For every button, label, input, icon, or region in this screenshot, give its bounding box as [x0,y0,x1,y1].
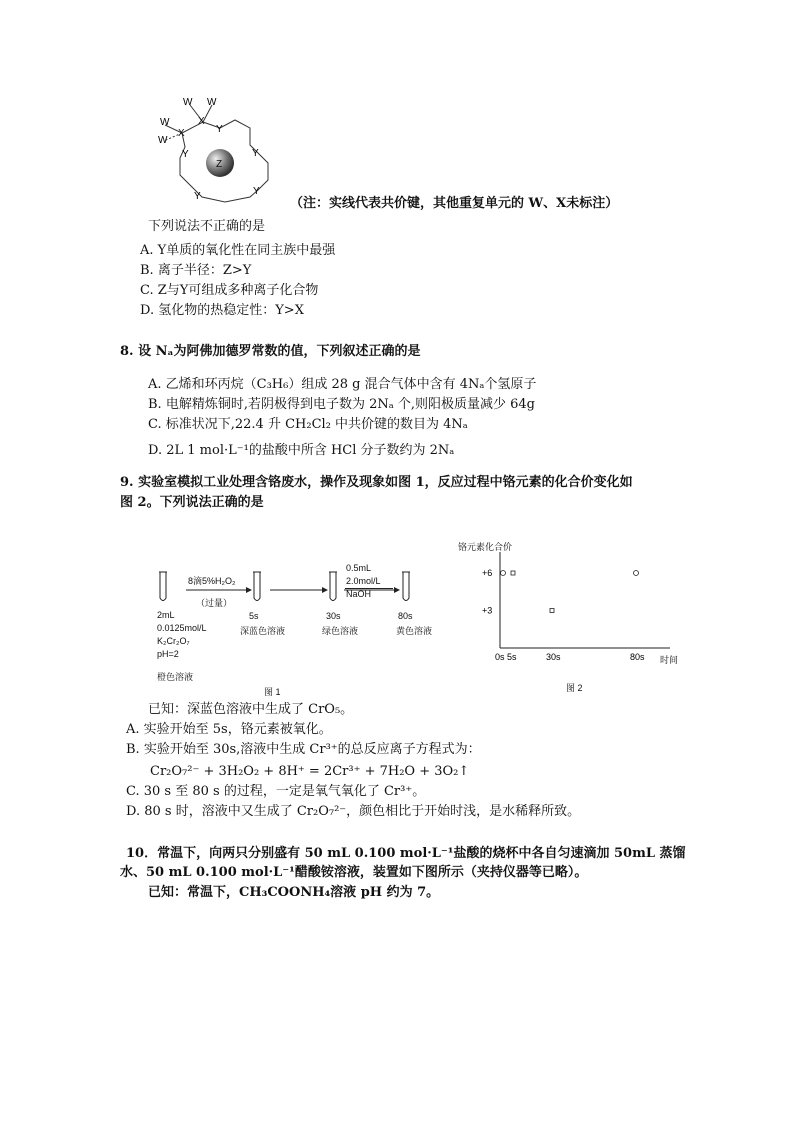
data-point [550,609,554,613]
q7-option-a: A. Y单质的氧化性在同主族中最强 [140,243,336,258]
q7-stem: 下列说法不正确的是 [148,219,266,234]
reagent-naoh-concentration: 2.0mol/L [346,576,381,586]
q9-option-b: B. 实验开始至 30s,溶液中生成 Cr³⁺的总反应离子方程式为： [126,742,481,757]
q9-known: 已知：深蓝色溶液中生成了 CrO₅。 [148,702,354,717]
start-color: 橙色溶液 [157,672,194,682]
q9-option-a: A. 实验开始至 5s，铬元素被氧化。 [126,722,332,737]
chart-x-label: 时间 [660,655,679,665]
start-compound: K₂Cr₂O₇ [157,636,190,646]
q8-option-d: D. 2L 1 mol·L⁻¹的盐酸中所含 HCl 分子数约为 2Nₐ [148,443,455,458]
data-point [511,571,515,575]
atom-y: Y [252,148,259,159]
tube3-time: 30s [326,611,341,621]
tube3-color: 绿色溶液 [322,626,359,636]
tube2-color: 深蓝色溶液 [240,626,286,636]
y-tick-label: +6 [482,568,493,578]
atom-y: Y [182,149,189,160]
atom-y: Y [253,186,260,197]
x-tick-label: 0s [495,652,505,662]
chart-y-label: 铬元素化合价 [458,542,513,552]
start-concentration: 0.0125mol/L [157,623,207,633]
reagent-naoh-volume: 0.5mL [346,563,372,573]
q10-line1: 10．常温下，向两只分别盛有 50 mL 0.100 mol·L⁻¹盐酸的烧杯中各自匀速滴加 50mL 蒸馏 [126,846,686,861]
crown-ether-structure [150,95,300,215]
reagent-naoh: NaOH [346,589,372,599]
q7-option-c: C. Z与Y可组成多种离子化合物 [140,283,319,298]
tube2-time: 5s [249,611,259,621]
y-tick-label: +3 [482,605,493,616]
q9-stem-line1: 9. 实验室模拟工业处理含铬废水，操作及现象如图 1，反应过程中铬元素的化合价变化如 [120,475,633,490]
atom-w: W [183,97,193,108]
structure-svg [150,95,300,215]
test-tube-1 [159,572,167,601]
test-tube-2 [253,572,261,601]
atom-x: X [178,128,185,139]
q8-option-b: B. 电解精炼铜时,若阴极得到电子数为 2Nₐ 个,则阳极质量减少 64g [148,397,536,412]
naoh-underline [345,588,393,589]
atom-w: W [207,97,217,108]
tube4-time: 80s [398,611,413,621]
q8-stem: 8. 设 Nₐ为阿佛加德罗常数的值，下列叙述正确的是 [120,344,421,359]
data-point [634,571,639,576]
q9-option-c: C. 30 s 至 80 s 的过程，一定是氧气氧化了 Cr³⁺。 [126,784,426,799]
reagent-h2o2: 8滴5%H₂O₂ [188,576,236,586]
x-tick-label: 80s [630,652,645,662]
figure-2-chart [470,550,690,680]
x-tick-label: 30s [546,652,561,662]
atom-w: W [160,117,170,128]
q7-option-d: D. 氢化物的热稳定性：Y>X [140,303,304,318]
q9-stem-line2: 图 2。下列说法正确的是 [120,495,264,510]
q9-option-b-equation: Cr₂O₇²⁻ + 3H₂O₂ + 8H⁺ = 2Cr³⁺ + 7H₂O + 3O₂↑ [150,764,470,779]
x-tick-label: 5s [507,652,517,662]
q10-line3: 已知：常温下，CH₃COONH₄溶液 pH 约为 7。 [148,885,440,900]
chart-svg [470,550,690,680]
atom-y: Y [216,124,223,135]
start-volume: 2mL [157,610,175,620]
data-point [501,571,506,576]
atom-z: Z [216,159,223,170]
atom-x: X [198,116,205,127]
q10-line2: 水、50 mL 0.100 mol·L⁻¹醋酸铵溶液，装置如下图所示（夹持仪器等已略）。 [120,865,588,880]
figure-2-caption: 图 2 [566,683,583,693]
atom-y: Y [194,191,201,202]
figure-1-caption: 图 1 [264,687,281,697]
q8-option-c: C. 标准状况下,22.4 升 CH₂Cl₂ 中共价键的数目为 4Nₐ [148,417,468,432]
start-ph: pH=2 [157,649,179,659]
reagent-excess-note: （过量） [196,598,233,608]
test-tube-3 [329,572,337,601]
q7-option-b: B. 离子半径：Z>Y [140,263,252,278]
tube4-color: 黄色溶液 [396,626,433,636]
q8-option-a: A. 乙烯和环丙烷（C₃H₆）组成 28 g 混合气体中含有 4Nₐ个氢原子 [148,377,537,392]
atom-w: W [158,135,168,146]
structure-note: （注：实线代表共价键，其他重复单元的 W、X未标注） [290,196,619,211]
test-tube-4 [402,572,410,601]
q9-option-d: D. 80 s 时，溶液中又生成了 Cr₂O₇²⁻，颜色相比于开始时浅，是水稀释所致。 [126,804,581,819]
